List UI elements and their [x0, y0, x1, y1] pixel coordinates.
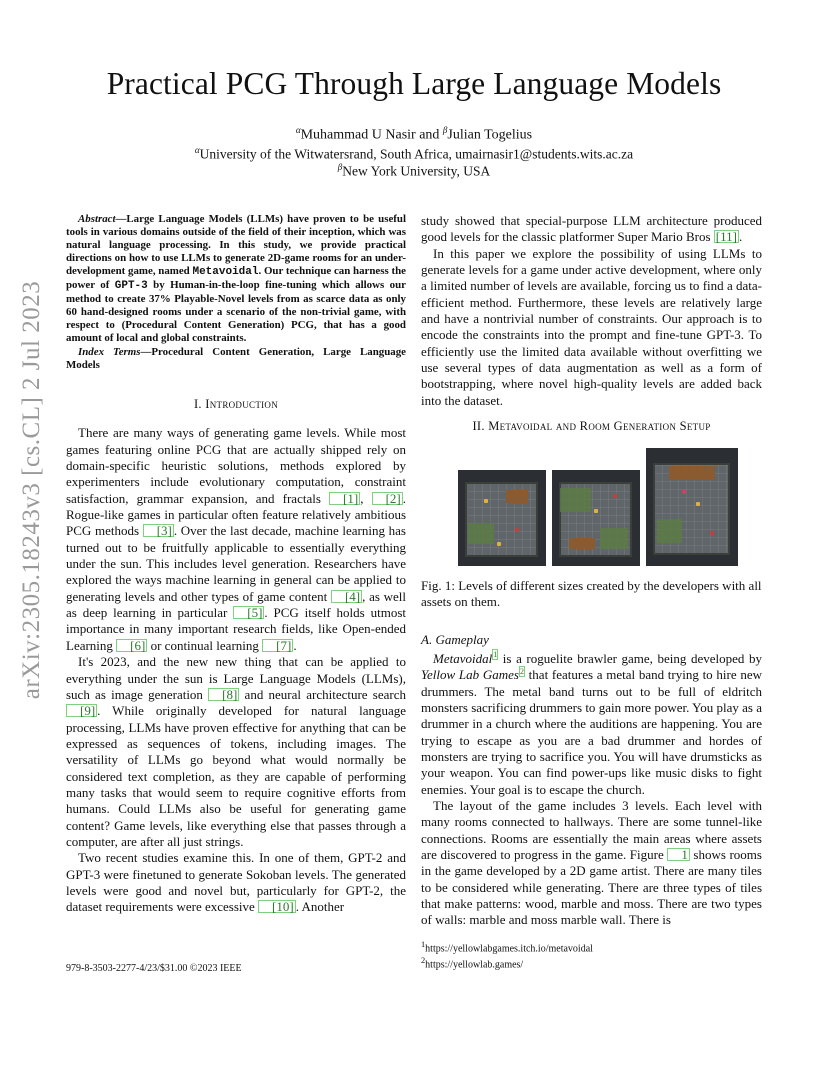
left-column — [66, 213, 406, 916]
asset-dot — [484, 499, 488, 503]
author2: Julian Togelius — [447, 127, 533, 143]
moss-tiles — [468, 523, 494, 544]
asset-dot — [497, 542, 501, 546]
developer-name: Yellow Lab Games — [421, 667, 519, 683]
abstract — [66, 213, 406, 345]
index-terms-text: —Procedural Content Generation, Large Language Models — [66, 346, 406, 371]
footnote-link-1[interactable]: 1 — [493, 650, 498, 660]
figure-1-caption: Fig. 1: Levels of different sizes created by the developers with all assets on them. — [421, 578, 762, 610]
citation-link[interactable]: [4] — [331, 590, 362, 603]
author1-sup: α — [295, 125, 301, 135]
gameplay-paragraph-2 — [421, 798, 762, 929]
level-image-3 — [646, 448, 738, 566]
body-text: is a roguelite brawler game, being developed by — [498, 650, 762, 666]
intro-text: . While originally developed for natural language processing, LLMs have proven effective for anything that can be expressed as sequences of tokens, including images. The versatility of LLMs go beyond what would normally be considered text completion, as they are capable of performing many tasks that would seem to require cognitive efforts from humans. Could LLMs also be useful for generating game content? Game levels, like everything else that passes through a computer, are after all just strings. — [66, 703, 406, 849]
aff2-text: New York University, USA — [342, 163, 491, 179]
citation-link[interactable]: [8] — [208, 688, 239, 701]
paper-title: Practical PCG Through Large Language Models — [106, 66, 722, 101]
intro-text: . Over the last decade, machine learning has turned out to be fruitfully applicable to essentially everything under the sun. This includes level generation. Researchers have explored the ways machine learning in general can be applied to generating levels and other types of game content — [66, 523, 406, 604]
intro-text: There are many ways of generating game levels. While most games featuring online PCG that are actually shipped rely on domain-specific heuristic solutions, methods explored by experimenters include evolutionary computation, constraint satisfaction, grammar expansion, and fractals — [66, 425, 406, 506]
intro-text: . Rogue-like games in particular often feature relatively ambitious PCG methods — [66, 490, 407, 539]
section-heading-metavoidal: II. Metavoidal and Room Generation Setup — [472, 419, 711, 434]
aff1-text: University of the Witwatersrand, South Africa, umairnasir1@students.wits.ac.za — [199, 146, 634, 162]
citation-link[interactable]: [6] — [116, 639, 147, 652]
abstract-code-metavoidal: Metavoidal — [192, 266, 259, 278]
footnote-2-url[interactable]: https://yellowlab.games/ — [425, 959, 524, 971]
citation-link[interactable]: [2] — [372, 492, 403, 505]
citation-link[interactable]: [9] — [66, 704, 97, 717]
subsection-heading-gameplay: A. Gameplay — [421, 632, 489, 648]
intro-text: and neural architecture search — [239, 686, 406, 702]
wood-tiles — [506, 490, 528, 503]
abstract-label: Abstract — [78, 213, 116, 225]
abstract-text-1: —Large Language Models (LLMs) have proven to be useful tools in various domains outside of the field of their inception, which was natural language processing. In this study, we provide practical directions on how to use LLMs to generate 2D-game rooms for an under-development game, named — [66, 213, 406, 277]
asset-dot — [515, 528, 519, 532]
intro-text: or continual learning — [147, 637, 263, 653]
right-paragraph-0: study showed that special-purpose LLM architecture produced good levels for the classic platformer Super Mario Bros [11] . — [421, 213, 762, 245]
body-text: that features a metal band trying to hire new drummers. The metal band turns out to be full of eldritch monsters sacrificing drummers to gain more power. You play as a drummer in a church where the auditions are happening. You are trying to escape as you are a bad drummer and hordes of monsters are trying to sacrifice you. You will have drumsticks as your weapon. You can find power-ups like music disks to fight enemies. Your goal is to escape the church. — [421, 667, 762, 797]
footnote-2 — [421, 955, 762, 972]
intro-text: Two recent studies examine this. In one of them, GPT-2 and GPT-3 were finetuned to generate Sokoban levels. The generated levels were good and novel but, particularly for GPT-2, the dataset requirements were excessive — [66, 850, 406, 915]
index-terms-label: Index Terms — [78, 346, 141, 358]
author1: Muhammad U Nasir — [300, 127, 416, 143]
abstract-text-2: . Our technique can harness the power of — [66, 265, 406, 291]
footnote-link-2[interactable]: 2 — [519, 666, 524, 676]
intro-text: . PCG itself holds utmost importance in many important research fields, like Open-ended Learning — [66, 605, 406, 653]
author-and: and — [415, 127, 443, 143]
moss-tiles — [657, 519, 683, 543]
asset-dot — [696, 502, 700, 506]
author2-sup: β — [442, 125, 448, 135]
intro-text: , as well as deep learning in particular — [66, 588, 406, 621]
figure-reference-link[interactable]: 1 — [667, 848, 690, 861]
intro-paragraph-2 — [66, 654, 406, 850]
aff2-sup: β — [337, 162, 343, 172]
footnote-2-num: 2 — [421, 956, 426, 966]
citation-link[interactable]: [10] — [258, 900, 296, 913]
intro-paragraph-3 — [66, 850, 406, 915]
right-paragraph-1: In this paper we explore the possibility of using LLMs to generate levels for a game under active development, where only a limited number of levels are available, forcing us to find a data-efficient method. Furthermore, these levels are relatively large and have a nontrivial number of constraints. Our approach is to encode the constraints into the prompt and fine-tune GPT-3. To efficiently use the limited data available without overfitting we use several types of data augmentation as well as a form of bootstrapping, where novel high-quality levels are added back into the dataset. — [421, 245, 762, 408]
body-text: shows rooms in the game developed by a 2D game artist. There are many tiles to be considered while generating. There are three types of tiles that make patterns: wood, marble and moss. There are two types of walls: marble and moss marble wall. There is — [421, 846, 762, 928]
game-title: Metavoidal — [433, 650, 493, 666]
intro-text: . Another — [295, 899, 345, 915]
citation-link[interactable]: [1] — [329, 492, 360, 505]
abstract-code-gpt3: GPT-3 — [114, 280, 148, 292]
citation-link[interactable]: [7] — [262, 639, 293, 652]
arxiv-stamp — [12, 280, 52, 700]
citation-link[interactable]: [3] — [143, 524, 174, 537]
body-text: The layout of the game includes 3 levels. Each level with many rooms connected to hallways. There are some tunnel-like connections. Rooms are essentially the main areas where assets are discovered to progress in the game. Figure — [421, 797, 762, 862]
affiliation-1 — [0, 145, 828, 163]
index-terms — [66, 346, 406, 372]
intro-paragraph-1: There are many ways of generating game levels. While most games featuring online PCG that are actually shipped rely on domain-specific heuristic solutions, methods explored by experimenters include evolutionary computation, constraint satisfaction, grammar expansion, and fractals [1] , [2] . Rogue-like games in particular often feature relatively ambitious PCG methods [3] . Over the last decade, machine learning has turned out to be fruitfully applicable to essentially everything under the sun. This includes level generation. Researchers have explored the ways machine learning in general can be applied to generating levels and other types of game content [4] , as well as deep learning in particular [5] . PCG itself holds utmost importance in many important research fields, like Open-ended Learning [6] or continual learning [7] . — [66, 425, 407, 653]
asset-dot — [710, 531, 714, 535]
abstract-text-3: by Human-in-the-loop fine-tuning which allows our method to create 37% Playable-Novel levels from as scarce data as only 60 hand-designed rooms under a scenario of the non-trivial game, with respect to (Procedural Content Generation) PCG, that has a good amount of local and global constraints. — [66, 279, 406, 344]
body-text: study showed that special-purpose LLM architecture produced good levels for the classic platformer Super Mario Bros — [421, 213, 762, 245]
authors — [0, 125, 828, 144]
footnote-1-url[interactable]: https://yellowlabgames.itch.io/metavoidal — [425, 942, 593, 954]
right-column — [421, 213, 762, 972]
asset-dot — [682, 490, 686, 494]
level-image-2 — [552, 470, 640, 566]
intro-text: It's 2023, and the new new thing that can be applied to everything under the sun is Large Language Models (LLMs), such as image generation — [66, 654, 406, 702]
copyright-line: 979-8-3503-2277-4/23/$31.00 ©2023 IEEE — [66, 963, 242, 974]
asset-dot — [594, 509, 598, 513]
level-image-1 — [458, 470, 546, 566]
arxiv-id: arXiv:2305.18243v3 [cs.CL] 2 Jul 2023 — [18, 280, 45, 700]
affiliation-2 — [0, 162, 828, 180]
figure-1-images — [433, 448, 762, 566]
gameplay-paragraph-1 — [421, 651, 762, 798]
wood-tiles — [569, 538, 595, 550]
asset-dot — [613, 494, 617, 498]
citation-link[interactable]: [5] — [233, 606, 264, 619]
section-heading-introduction: I. Introduction — [193, 397, 279, 411]
citation-link[interactable]: [11] — [715, 229, 737, 245]
footnote-1-num: 1 — [421, 939, 426, 949]
aff1-sup: α — [194, 145, 200, 155]
moss-tiles — [560, 488, 591, 512]
moss-tiles — [600, 528, 628, 549]
wood-tiles — [669, 466, 715, 480]
footnotes — [421, 939, 762, 973]
footnote-1 — [421, 939, 762, 956]
